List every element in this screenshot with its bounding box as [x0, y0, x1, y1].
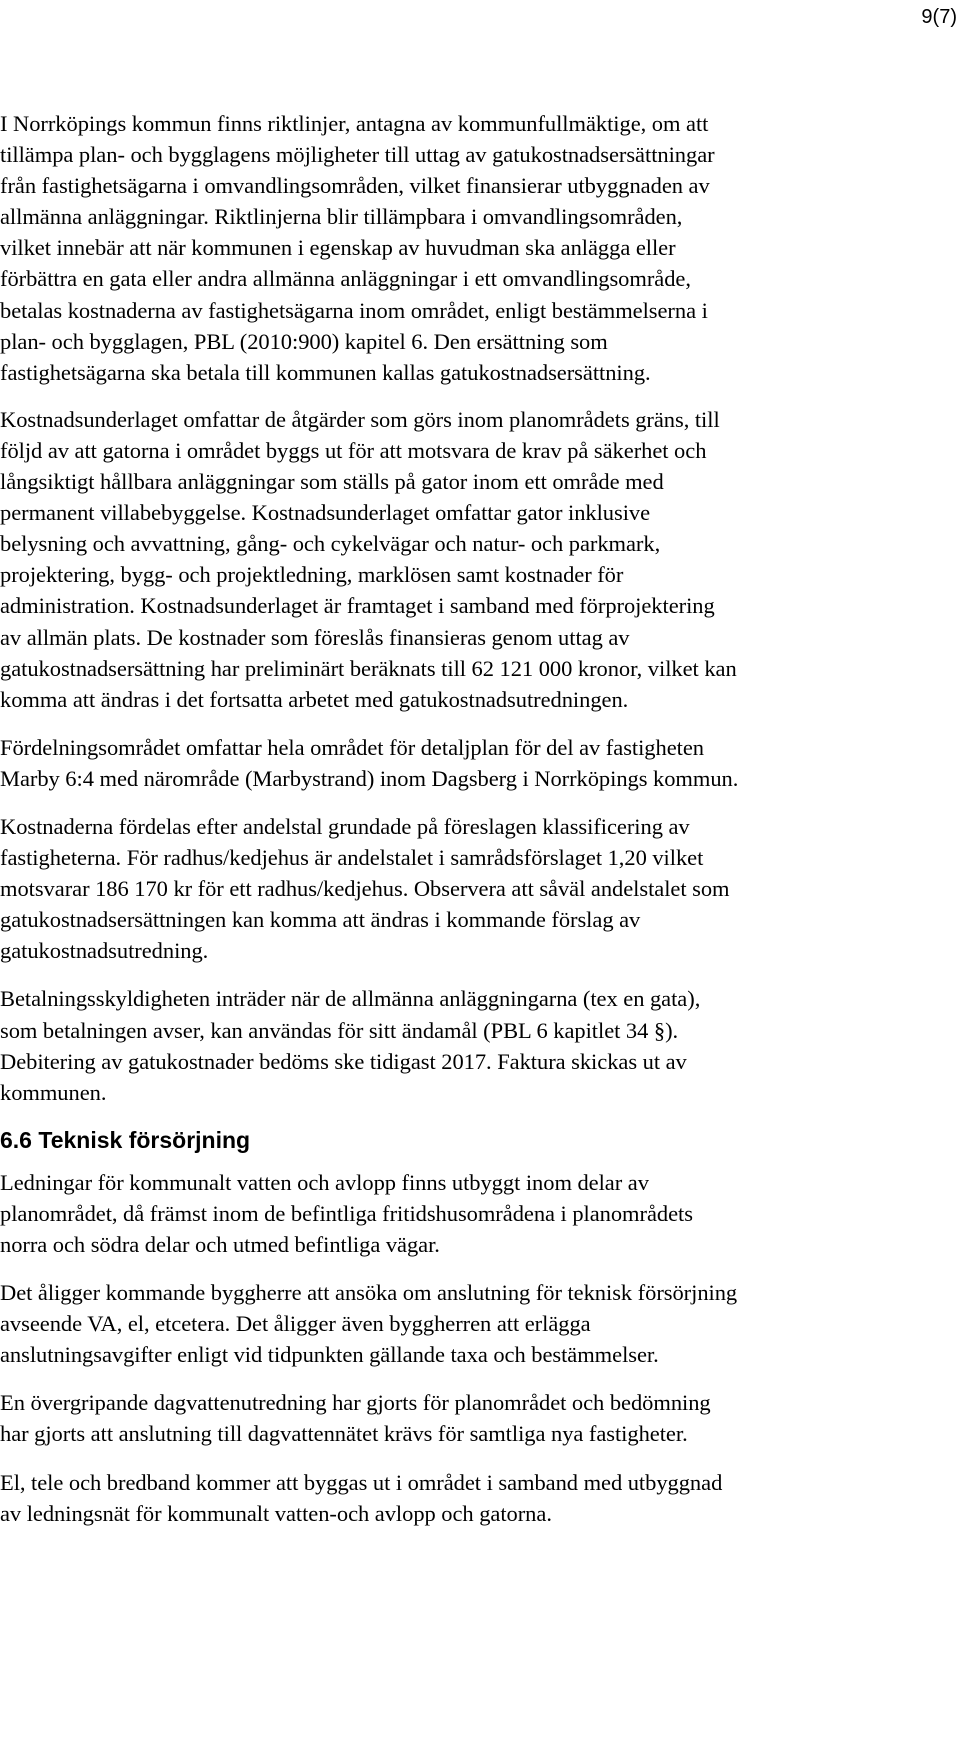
paragraph-kostnadsunderlag: Kostnadsunderlaget omfattar de åtgärder som görs inom planområdets gräns, till följd av att gatorna i området byggs ut för att motsvara de krav på säkerhet och långsiktigt hållbara anläggningar som ställs på gator inom ett område med permanent villabebyggelse. Kostnadsunderlaget omfattar gator inklusive belysning och avvattning, gång- och cykelvägar och natur- och parkmark, projektering, bygg- och projektledning, marklösen samt kostnader för administration. Kostnadsunderlaget är framtaget i samband med förprojektering av allmän plats. De kostnader som föreslås finansieras genom uttag av gatukostnadsersättning har preliminärt beräknats till 62 121 000 kronor, vilket kan komma att ändras i det fortsatta arbetet med gatukostnadsutredningen. — [0, 406, 737, 712]
paragraph-riktlinjer: I Norrköpings kommun finns riktlinjer, antagna av kommunfullmäktige, om att tillämpa plan- och bygglagens möjligheter till uttag av gatukostnadsersättningar från fastighetsägarna i omvandlingsområden, vilket finansierar utbyggnaden av allmänna anläggningar. Riktlinjerna blir tillämpbara i omvandlingsområden, vilket innebär att när kommunen i egenskap av huvudman ska anlägga eller förbättra en gata eller andra allmänna anläggningar i ett omvandlingsområde, betalas kostnaderna av fastighetsägarna inom området, enligt bestämmelserna i plan- och bygglagen, PBL (2010:900) kapitel 6. Den ersättning som fastighetsägarna ska betala till kommunen kallas gatukostnadsersättning. — [0, 111, 715, 385]
paragraph-ledningar: Ledningar för kommunalt vatten och avlopp finns utbyggt inom delar av planområdet, då främst inom de befintliga fritidshusområdena i planområdets norra och södra delar och utmed befintliga vägar. — [0, 1169, 693, 1257]
document-body — [0, 108, 958, 1529]
section-heading: 6.6 Teknisk försörjning — [0, 1126, 251, 1153]
paragraph-fordelningsomrade: Fördelningsområdet omfattar hela området för detaljplan för del av fastigheten Marby 6:4 med närområde (Marbystrand) inom Dagsberg i Norrköpings kommun. — [0, 734, 739, 791]
page-number: 9(7) — [921, 6, 957, 28]
paragraph-el-tele-bredband: El, tele och bredband kommer att byggas ut i området i samband med utbyggnad av ledningsnät för kommunalt vatten-och avlopp och gatorna. — [0, 1469, 723, 1526]
paragraph-dagvatten: En övergripande dagvattenutredning har gjorts för planområdet och bedömning har gjorts att anslutning till dagvattennätet krävs för samtliga nya fastigheter. — [0, 1390, 711, 1447]
paragraph-betalningsskyldighet: Betalningsskyldigheten inträder när de allmänna anläggningarna (tex en gata), som betalningen avser, kan användas för sitt ändamål (PBL 6 kapitlet 34 §). Debitering av gatukostnader bedöms ske tidigast 2017. Faktura skickas ut av kommunen. — [0, 986, 701, 1105]
paragraph-anslutning: Det åligger kommande byggherre att ansöka om anslutning för teknisk försörjning avseende VA, el, etcetera. Det åligger även byggherren att erlägga anslutningsavgifter enligt vid tidpunkten gällande taxa och bestämmelser. — [0, 1280, 738, 1368]
paragraph-kostnadsfordelning: Kostnaderna fördelas efter andelstal grundade på föreslagen klassificering av fastigheterna. För radhus/kedjehus är andelstalet i samrådsförslaget 1,20 vilket motsvarar 186 170 kr för ett radhus/kedjehus. Observera att såväl andelstalet som gatukostnadsersättningen kan komma att ändras i kommande förslag av gatukostnadsutredning. — [0, 813, 730, 964]
